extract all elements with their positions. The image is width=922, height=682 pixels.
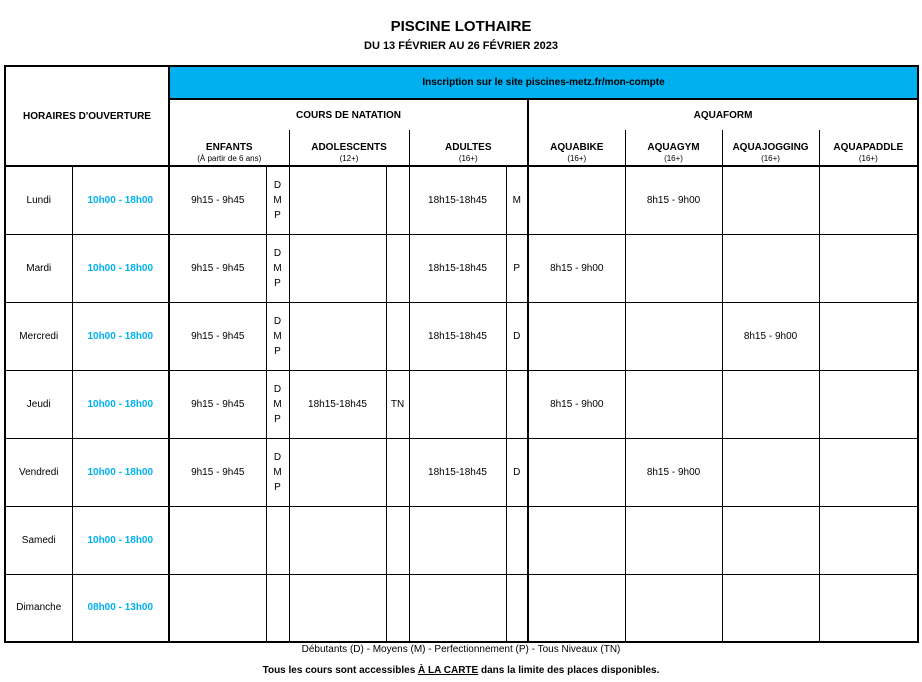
- aquabike-time: 8h15 - 9h00: [528, 370, 625, 438]
- level-letter: P: [274, 345, 281, 357]
- enfants-time: [169, 506, 266, 574]
- day-name: Mercredi: [5, 302, 72, 370]
- level-letter: M: [273, 466, 282, 478]
- level-legend: Débutants (D) - Moyens (M) - Perfectionnement (P) - Tous Niveaux (TN): [301, 644, 621, 655]
- ado-time: [289, 506, 386, 574]
- enfants-time: 9h15 - 9h45: [169, 438, 266, 506]
- adultes-level: [506, 574, 528, 642]
- aquapaddle-time: [819, 438, 918, 506]
- aquajogging-time: [722, 370, 819, 438]
- col-adolescents: ADOLESCENTS (12+): [289, 130, 409, 166]
- enfants-levels: [266, 438, 289, 506]
- aquapaddle-time: [819, 574, 918, 642]
- aquajogging-time: 8h15 - 9h00: [722, 302, 819, 370]
- aquagym-time: [625, 234, 722, 302]
- enfants-time: 9h15 - 9h45: [169, 166, 266, 234]
- adultes-level: [506, 370, 528, 438]
- enfants-time: 9h15 - 9h45: [169, 302, 266, 370]
- col-aquapaddle: AQUAPADDLE (16+): [819, 130, 918, 166]
- adultes-time: [409, 506, 506, 574]
- adultes-time: [409, 370, 506, 438]
- section-swimming-lessons: COURS DE NATATION: [169, 99, 528, 130]
- ado-level: [386, 574, 409, 642]
- adultes-time: 18h15-18h45: [409, 234, 506, 302]
- aquagym-time: 8h15 - 9h00: [625, 438, 722, 506]
- section-aquaform: AQUAFORM: [528, 99, 918, 130]
- opening-hours: 10h00 - 18h00: [72, 438, 169, 506]
- enfants-levels: [266, 234, 289, 302]
- opening-hours: 10h00 - 18h00: [72, 166, 169, 234]
- day-name: Samedi: [5, 506, 72, 574]
- opening-hours: 10h00 - 18h00: [72, 302, 169, 370]
- table-row: [5, 438, 918, 506]
- level-letter: M: [273, 262, 282, 274]
- table-row: [5, 234, 918, 302]
- enfants-time: 9h15 - 9h45: [169, 234, 266, 302]
- enfants-time: [169, 574, 266, 642]
- aquabike-time: [528, 438, 625, 506]
- aquajogging-time: [722, 166, 819, 234]
- day-name: Lundi: [5, 166, 72, 234]
- level-letter: D: [273, 247, 282, 259]
- page-title: PISCINE LOTHAIRE: [390, 18, 532, 35]
- level-letter: P: [274, 209, 281, 221]
- aquabike-time: [528, 506, 625, 574]
- table-row: [5, 302, 918, 370]
- level-letter: D: [273, 383, 282, 395]
- level-letter: P: [274, 413, 281, 425]
- level-letter: P: [274, 277, 281, 289]
- level-letter: D: [273, 451, 282, 463]
- adultes-level: D: [506, 302, 528, 370]
- day-name: Dimanche: [5, 574, 72, 642]
- col-enfants: ENFANTS (À partir de 6 ans): [169, 130, 289, 166]
- enfants-levels: [266, 166, 289, 234]
- opening-hours: 08h00 - 13h00: [72, 574, 169, 642]
- day-name: Vendredi: [5, 438, 72, 506]
- aquagym-time: [625, 302, 722, 370]
- table-row: [5, 370, 918, 438]
- adultes-time: [409, 574, 506, 642]
- ado-time: [289, 166, 386, 234]
- enfants-levels: [266, 370, 289, 438]
- table-row: [5, 574, 918, 642]
- enfants-levels: [266, 506, 289, 574]
- ado-time: [289, 574, 386, 642]
- aquapaddle-time: [819, 234, 918, 302]
- aquagym-time: [625, 574, 722, 642]
- ado-level: [386, 302, 409, 370]
- adultes-time: 18h15-18h45: [409, 438, 506, 506]
- col-aquagym: AQUAGYM (16+): [625, 130, 722, 166]
- enfants-time: 9h15 - 9h45: [169, 370, 266, 438]
- ado-time: [289, 234, 386, 302]
- aquagym-time: 8h15 - 9h00: [625, 166, 722, 234]
- ado-level: [386, 438, 409, 506]
- footer-note: Tous les cours sont accessibles À LA CARTE dans la limite des places disponibles.: [262, 665, 660, 676]
- aquapaddle-time: [819, 370, 918, 438]
- ado-time: [289, 438, 386, 506]
- enfants-levels: [266, 302, 289, 370]
- aquabike-time: [528, 166, 625, 234]
- level-letter: M: [273, 194, 282, 206]
- adultes-level: D: [506, 438, 528, 506]
- enfants-levels: [266, 574, 289, 642]
- opening-hours-header: HORAIRES D'OUVERTURE: [5, 66, 169, 166]
- aquajogging-time: [722, 234, 819, 302]
- adultes-time: 18h15-18h45: [409, 166, 506, 234]
- aquajogging-time: [722, 574, 819, 642]
- ado-level: [386, 234, 409, 302]
- day-name: Jeudi: [5, 370, 72, 438]
- col-aquabike: AQUABIKE (16+): [528, 130, 625, 166]
- aquagym-time: [625, 506, 722, 574]
- level-letter: M: [273, 330, 282, 342]
- aquapaddle-time: [819, 506, 918, 574]
- opening-hours: 10h00 - 18h00: [72, 370, 169, 438]
- table-row: [5, 166, 918, 234]
- level-letter: D: [273, 179, 282, 191]
- ado-level: [386, 166, 409, 234]
- level-letter: P: [274, 481, 281, 493]
- level-letter: D: [273, 315, 282, 327]
- table-row: [5, 506, 918, 574]
- aquajogging-time: [722, 506, 819, 574]
- aquabike-time: [528, 574, 625, 642]
- ado-time: [289, 302, 386, 370]
- level-letter: M: [273, 398, 282, 410]
- adultes-time: 18h15-18h45: [409, 302, 506, 370]
- schedule-table: [4, 65, 919, 643]
- opening-hours: 10h00 - 18h00: [72, 234, 169, 302]
- ado-level: [386, 506, 409, 574]
- aquapaddle-time: [819, 302, 918, 370]
- adultes-level: [506, 506, 528, 574]
- ado-time: 18h15-18h45: [289, 370, 386, 438]
- a-la-carte-text: À LA CARTE: [418, 665, 479, 676]
- date-range: DU 13 FÉVRIER AU 26 FÉVRIER 2023: [364, 40, 558, 52]
- aquagym-time: [625, 370, 722, 438]
- aquabike-time: 8h15 - 9h00: [528, 234, 625, 302]
- registration-banner: Inscription sur le site piscines-metz.fr/mon-compte: [169, 66, 918, 99]
- opening-hours: 10h00 - 18h00: [72, 506, 169, 574]
- adultes-level: P: [506, 234, 528, 302]
- col-adultes: ADULTES (16+): [409, 130, 528, 166]
- adultes-level: M: [506, 166, 528, 234]
- aquajogging-time: [722, 438, 819, 506]
- day-name: Mardi: [5, 234, 72, 302]
- ado-level: TN: [386, 370, 409, 438]
- aquapaddle-time: [819, 166, 918, 234]
- col-aquajogging: AQUAJOGGING (16+): [722, 130, 819, 166]
- aquabike-time: [528, 302, 625, 370]
